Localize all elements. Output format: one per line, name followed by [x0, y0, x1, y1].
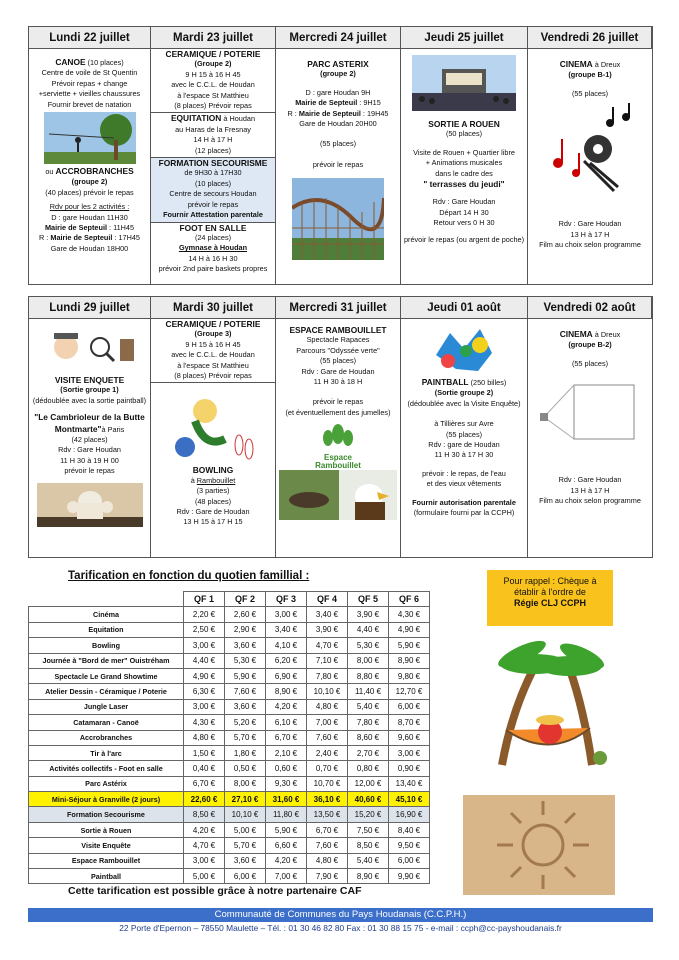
section-foot: FOOT EN SALLE (24 places) Gymnase à Houdan 14 H à 16 H 30 prévoir 2nd paire baskets propres	[158, 222, 268, 274]
caf-note: Cette tarification est possible grâce à notre partenaire CAF	[68, 885, 362, 897]
tarif-price: 4,20 €	[266, 699, 307, 714]
tarif-price: 10,10 €	[225, 807, 266, 822]
tarif-activity-label: Visite Enquête	[29, 838, 184, 853]
tarif-price: 4,20 €	[266, 853, 307, 868]
leaf-icon	[308, 424, 368, 450]
column-header: QF 4	[307, 592, 348, 607]
tarif-price: 4,20 €	[184, 822, 225, 837]
column-header: QF 3	[266, 592, 307, 607]
tarif-row	[29, 684, 430, 699]
tarif-price: 5,90 €	[225, 668, 266, 683]
tarif-price: 6,90 €	[266, 668, 307, 683]
activity-title: SORTIE A ROUEN	[428, 119, 500, 129]
tarif-price: 0,60 €	[266, 761, 307, 776]
tarif-price: 2,10 €	[266, 745, 307, 760]
tarif-row	[29, 776, 430, 791]
activity-friday: CINEMA à Dreux (groupe B-1) (55 places) Rdv : Gare Houdan 13 H à 17 H Film au choix selon programme	[539, 59, 641, 250]
tarif-price: 4,30 €	[184, 715, 225, 730]
tarif-price: 2,20 €	[184, 607, 225, 622]
tarif-price: 4,80 €	[307, 699, 348, 714]
tarif-price: 5,90 €	[389, 638, 430, 653]
tarif-price: 4,80 €	[184, 730, 225, 745]
section-equitation: EQUITATION à Houdan au Haras de la Fresnay 14 H à 17 H (12 places)	[151, 113, 275, 158]
tarif-price: 2,60 €	[225, 607, 266, 622]
tarif-row	[29, 699, 430, 714]
tarif-activity-label: Paintball	[29, 869, 184, 884]
tarif-price: 7,80 €	[348, 715, 389, 730]
tarif-activity-label: Equitation	[29, 622, 184, 637]
day-header: Jeudi 01 août	[401, 297, 528, 319]
tarif-row	[29, 730, 430, 745]
tarif-price: 7,10 €	[307, 653, 348, 668]
tarif-price: 10,10 €	[307, 684, 348, 699]
tarif-row	[29, 607, 430, 622]
section-ceramique: CERAMIQUE / POTERIE (Groupe 2) 9 H 15 à 16 H 45 avec le C.C.L. de Houdan à l'espace St Matthieu (8 places) Prévoir repas	[151, 49, 275, 113]
tarif-price: 7,60 €	[307, 838, 348, 853]
tarif-price: 7,60 €	[307, 730, 348, 745]
tarif-price: 3,60 €	[225, 853, 266, 868]
info-line: +serviette + vieilles chaussures	[38, 89, 141, 99]
tarif-row	[29, 807, 430, 822]
activity-title: CINEMA	[559, 329, 593, 339]
activity-tuesday	[151, 49, 276, 285]
activity-thursday: SORTIE A ROUEN (50 places) Visite de Rouen + Quartier libre + Animations musicales dans le cadre des " terrasses du jeudi" Rdv : Gare Houdan Départ 14 H 30 Retour vers 0 H 30 prévoir le repas (ou argent de poche)	[401, 49, 528, 285]
tarif-activity-label: Sortie à Rouen	[29, 822, 184, 837]
column-header: QF 2	[225, 592, 266, 607]
activity-wednesday: ESPACE RAMBOUILLET Spectacle Rapaces Parcours "Odyssée verte" (55 places) Rdv : Gare de Houdan 11 H 30 à 18 H prévoir le repas (et éventuellement des jumelles) Espace Rambouillet	[276, 319, 401, 558]
tarif-row	[29, 838, 430, 853]
tarif-price: 5,40 €	[348, 699, 389, 714]
tarif-price: 12,00 €	[348, 776, 389, 791]
tarif-price: 45,10 €	[389, 792, 430, 807]
tarif-price: 3,00 €	[184, 638, 225, 653]
tarif-price: 8,70 €	[389, 715, 430, 730]
tarif-price: 16,90 €	[389, 807, 430, 822]
tarif-price: 6,00 €	[389, 853, 430, 868]
sand-sun-photo	[463, 795, 615, 895]
concert-photo	[412, 55, 516, 111]
tarif-price: 8,90 €	[389, 653, 430, 668]
tarif-activity-label: Bowling	[29, 638, 184, 653]
tarif-price: 8,80 €	[348, 668, 389, 683]
day-header: Jeudi 25 juillet	[401, 27, 528, 49]
tarif-price: 4,70 €	[307, 638, 348, 653]
activity-tuesday: CERAMIQUE / POTERIE (Groupe 3) 9 H 15 à 16 H 45 avec le C.C.L. de Houdan à l'espace St Matthieu (8 places) Prévoir repas BOWLING à Rambouillet (3 parties) (48 places) Rdv : Gare de Houdan 13 H 15 à 17 H 15	[151, 319, 276, 558]
tarif-price: 11,80 €	[266, 807, 307, 822]
tarif-price: 9,80 €	[389, 668, 430, 683]
tarif-price: 27,10 €	[225, 792, 266, 807]
tarif-price: 0,40 €	[184, 761, 225, 776]
tarif-price: 40,60 €	[348, 792, 389, 807]
roller-coaster-photo	[292, 178, 384, 260]
tarif-price: 8,50 €	[348, 838, 389, 853]
tarif-price: 0,80 €	[348, 761, 389, 776]
tarif-price: 6,30 €	[184, 684, 225, 699]
tarif-price: 6,60 €	[266, 838, 307, 853]
tarif-activity-label: Espace Rambouillet	[29, 853, 184, 868]
tarif-price: 4,80 €	[307, 853, 348, 868]
tarif-row	[29, 761, 430, 776]
section-ceramique: CERAMIQUE / POTERIE (Groupe 3) 9 H 15 à 16 H 45 avec le C.C.L. de Houdan à l'espace St Matthieu (8 places) Prévoir repas	[151, 319, 275, 383]
activity-wednesday: PARC ASTERIX (groupe 2) D : gare Houdan 9H Mairie de Septeuil : 9H15 R : Mairie de Septeuil : 19H45 Gare de Houdan 20H00 (55 places) prévoir le repas	[276, 49, 401, 285]
palm-tree-illustration	[472, 640, 622, 770]
tarif-price: 4,90 €	[184, 668, 225, 683]
tarif-price: 36,10 €	[307, 792, 348, 807]
tarif-price: 5,30 €	[348, 638, 389, 653]
week2-grid	[28, 296, 653, 558]
tarif-price: 2,50 €	[184, 622, 225, 637]
day-header: Mercredi 31 juillet	[276, 297, 401, 319]
tarif-price: 5,90 €	[266, 822, 307, 837]
cinema-music-icon	[540, 103, 640, 193]
detective-cartoon	[40, 325, 140, 369]
day-header: Lundi 22 juillet	[29, 27, 151, 49]
tarif-row	[29, 638, 430, 653]
activity-title: ACCROBRANCHES	[55, 166, 134, 177]
tarif-price: 6,10 €	[266, 715, 307, 730]
tarif-activity-label: Jungle Laser	[29, 699, 184, 714]
tarif-price: 3,00 €	[184, 699, 225, 714]
tarif-price: 6,00 €	[389, 699, 430, 714]
column-header: QF 5	[348, 592, 389, 607]
tarif-price: 2,40 €	[307, 745, 348, 760]
tarif-corner	[29, 592, 184, 607]
tarif-price: 4,10 €	[266, 638, 307, 653]
tarif-price: 5,00 €	[184, 869, 225, 884]
tarif-price: 3,40 €	[307, 607, 348, 622]
tarif-price: 8,90 €	[266, 684, 307, 699]
activity-thursday: PAINTBALL (250 billes) (Sortie groupe 2) (dédoublée avec la Visite Enquête) à Tillières sur Avre (55 places) Rdv : gare de Houdan 11 H 30 à 17 H 30 prévoir : le repas, de l'eau et des vieux vêtements Fournir autorisation parentale (formulaire fourni par la CCPH)	[401, 319, 528, 558]
tarif-price: 6,00 €	[225, 869, 266, 884]
tarif-price: 5,70 €	[225, 730, 266, 745]
tarif-price: 9,90 €	[389, 869, 430, 884]
tarif-price: 3,40 €	[266, 622, 307, 637]
tarif-activity-label: Cinéma	[29, 607, 184, 622]
tarif-price: 8,50 €	[184, 807, 225, 822]
tarif-activity-label: Parc Astérix	[29, 776, 184, 791]
tarif-price: 6,70 €	[184, 776, 225, 791]
activity-title: CINEMA	[559, 59, 593, 69]
tarif-price: 2,90 €	[225, 622, 266, 637]
tarif-price: 6,20 €	[266, 653, 307, 668]
activity-title: CANOE	[55, 57, 86, 67]
tarif-row	[29, 822, 430, 837]
tarif-activity-label: Activités collectifs - Foot en salle	[29, 761, 184, 776]
info-line: Centre de voile de St Quentin	[41, 68, 138, 78]
tarif-row	[29, 792, 430, 807]
contact-address: 22 Porte d'Epernon – 78550 Maulette – Tél. : 01 30 46 82 80 Fax : 01 30 88 15 75 - e-mail : ccph@cc-payshoudanais.fr	[119, 923, 562, 933]
tarif-price: 3,90 €	[348, 607, 389, 622]
tarif-row	[29, 853, 430, 868]
tarif-price: 12,70 €	[389, 684, 430, 699]
espace-rambouillet-logo: Espace Rambouillet	[308, 424, 368, 466]
tarif-row	[29, 668, 430, 683]
tarif-price: 5,30 €	[225, 653, 266, 668]
tarif-price: 4,70 €	[184, 838, 225, 853]
tarif-price: 13,40 €	[389, 776, 430, 791]
tarif-price: 9,30 €	[266, 776, 307, 791]
tarif-price: 9,60 €	[389, 730, 430, 745]
tarif-price: 5,70 €	[225, 838, 266, 853]
info-line: Fournir brevet de natation	[47, 99, 132, 109]
tarif-price: 4,90 €	[389, 622, 430, 637]
tarif-price: 4,40 €	[184, 653, 225, 668]
tarif-price: 3,60 €	[225, 699, 266, 714]
tarif-price: 7,00 €	[307, 715, 348, 730]
tarif-price: 31,60 €	[266, 792, 307, 807]
tarif-price: 7,90 €	[307, 869, 348, 884]
activity-title: VISITE ENQUETE	[54, 375, 125, 385]
tarif-price: 7,50 €	[348, 822, 389, 837]
column-header: QF 1	[184, 592, 225, 607]
tarif-price: 8,00 €	[348, 653, 389, 668]
tarif-price: 3,00 €	[389, 745, 430, 760]
tarif-activity-label: Accrobranches	[29, 730, 184, 745]
info-line: Prévoir repas + change	[51, 78, 128, 88]
tarif-price: 2,70 €	[348, 745, 389, 760]
tarif-price: 13,50 €	[307, 807, 348, 822]
tarif-price: 22,60 €	[184, 792, 225, 807]
tarif-activity-label: Catamaran - Canoë	[29, 715, 184, 730]
tarif-price: 7,00 €	[266, 869, 307, 884]
tarif-row	[29, 715, 430, 730]
tarif-price: 1,80 €	[225, 745, 266, 760]
tarif-heading: Tarification en fonction du quotien famillial :	[68, 570, 310, 582]
tarif-price: 11,40 €	[348, 684, 389, 699]
tarif-price: 10,70 €	[307, 776, 348, 791]
section-secourisme: FORMATION SECOURISME de 9H30 à 17H30 (10 places) Centre de secours Houdan prévoir le repas Fournir Attestation parentale	[151, 158, 275, 222]
tarif-price: 7,80 €	[307, 668, 348, 683]
tarif-price: 9,50 €	[389, 838, 430, 853]
activity-monday: VISITE ENQUETE (Sortie groupe 1) (dédoublée avec la sortie paintball) "Le Cambrioleur de la Butte Montmarte"à Paris (42 places) Rdv : Gare Houdan 11 H 30 à 19 H 00 prévoir le repas	[29, 319, 151, 558]
tarif-price: 0,70 €	[307, 761, 348, 776]
tarif-activity-label: Mini-Séjour à Granville (2 jours)	[29, 792, 184, 807]
tarif-price: 3,00 €	[266, 607, 307, 622]
day-header: Mardi 30 juillet	[151, 297, 276, 319]
tarif-price: 8,60 €	[348, 730, 389, 745]
column-header: QF 6	[389, 592, 430, 607]
tarif-price: 7,60 €	[225, 684, 266, 699]
sacre-coeur-photo	[37, 483, 143, 527]
tarif-price: 3,00 €	[184, 853, 225, 868]
accrobranche-photo	[44, 112, 136, 164]
tarif-row	[29, 869, 430, 884]
tarif-price: 8,40 €	[389, 822, 430, 837]
org-band: Communauté de Communes du Pays Houdanais (C.C.P.H.)	[28, 908, 653, 922]
activity-friday: CINEMA à Dreux (groupe B-2) (55 places) Rdv : Gare Houdan 13 H à 17 H Film au choix selon programme	[539, 329, 641, 506]
day-header: Mardi 23 juillet	[151, 27, 276, 49]
day-header: Vendredi 26 juillet	[528, 27, 652, 49]
day-header: Mercredi 24 juillet	[276, 27, 401, 49]
tarif-price: 4,40 €	[348, 622, 389, 637]
activity-title: BOWLING	[192, 465, 234, 476]
tarif-activity-label: Tir à l'arc	[29, 745, 184, 760]
week1-grid	[28, 26, 653, 285]
tarif-price: 0,90 €	[389, 761, 430, 776]
bowling-cartoon	[165, 389, 261, 463]
tarif-row	[29, 653, 430, 668]
activity-title: ESPACE RAMBOUILLET	[289, 325, 387, 335]
tarif-activity-label: Journée à "Bord de mer" Ouistréham	[29, 653, 184, 668]
tarif-price: 15,20 €	[348, 807, 389, 822]
activity-monday: CANOE (10 places) Centre de voile de St Quentin Prévoir repas + change +serviette + vieilles chaussures Fournir brevet de natation ou ACCROBRANCHES (groupe 2) (40 places) prévoir le repas Rdv pour les 2 activités : D : gare Houdan 11H30 Mairie de Septeuil : 11H45 R : Mairie de Septeuil : 17H45 Gare de Houdan 18H00	[29, 49, 151, 285]
tarif-price: 8,90 €	[348, 869, 389, 884]
tarif-price: 6,70 €	[266, 730, 307, 745]
tarif-activity-label: Atelier Dessin - Céramique / Poterie	[29, 684, 184, 699]
eagle-photo	[279, 470, 397, 520]
tarif-row	[29, 745, 430, 760]
day-header: Vendredi 02 août	[528, 297, 652, 319]
payment-reminder: Pour rappel : Chèque à établir à l'ordre de Régie CLJ CCPH	[487, 570, 613, 626]
tarif-row	[29, 622, 430, 637]
tarif-price: 1,50 €	[184, 745, 225, 760]
tarif-price: 3,60 €	[225, 638, 266, 653]
tarif-price: 3,90 €	[307, 622, 348, 637]
tarif-activity-label: Spectacle Le Grand Showtime	[29, 668, 184, 683]
activity-title: PARC ASTERIX	[307, 59, 369, 69]
projector-screen-sketch	[540, 379, 640, 451]
tarif-activity-label: Formation Secourisme	[29, 807, 184, 822]
tarif-price: 8,00 €	[225, 776, 266, 791]
activity-title: PAINTBALL	[421, 377, 469, 387]
tarif-price: 5,40 €	[348, 853, 389, 868]
day-header: Lundi 29 juillet	[29, 297, 151, 319]
tarif-price: 0,50 €	[225, 761, 266, 776]
tarif-table	[28, 591, 430, 884]
tarif-price: 5,00 €	[225, 822, 266, 837]
tarif-price: 4,30 €	[389, 607, 430, 622]
tarif-price: 6,70 €	[307, 822, 348, 837]
paintball-splash	[426, 325, 502, 375]
tarif-price: 5,20 €	[225, 715, 266, 730]
